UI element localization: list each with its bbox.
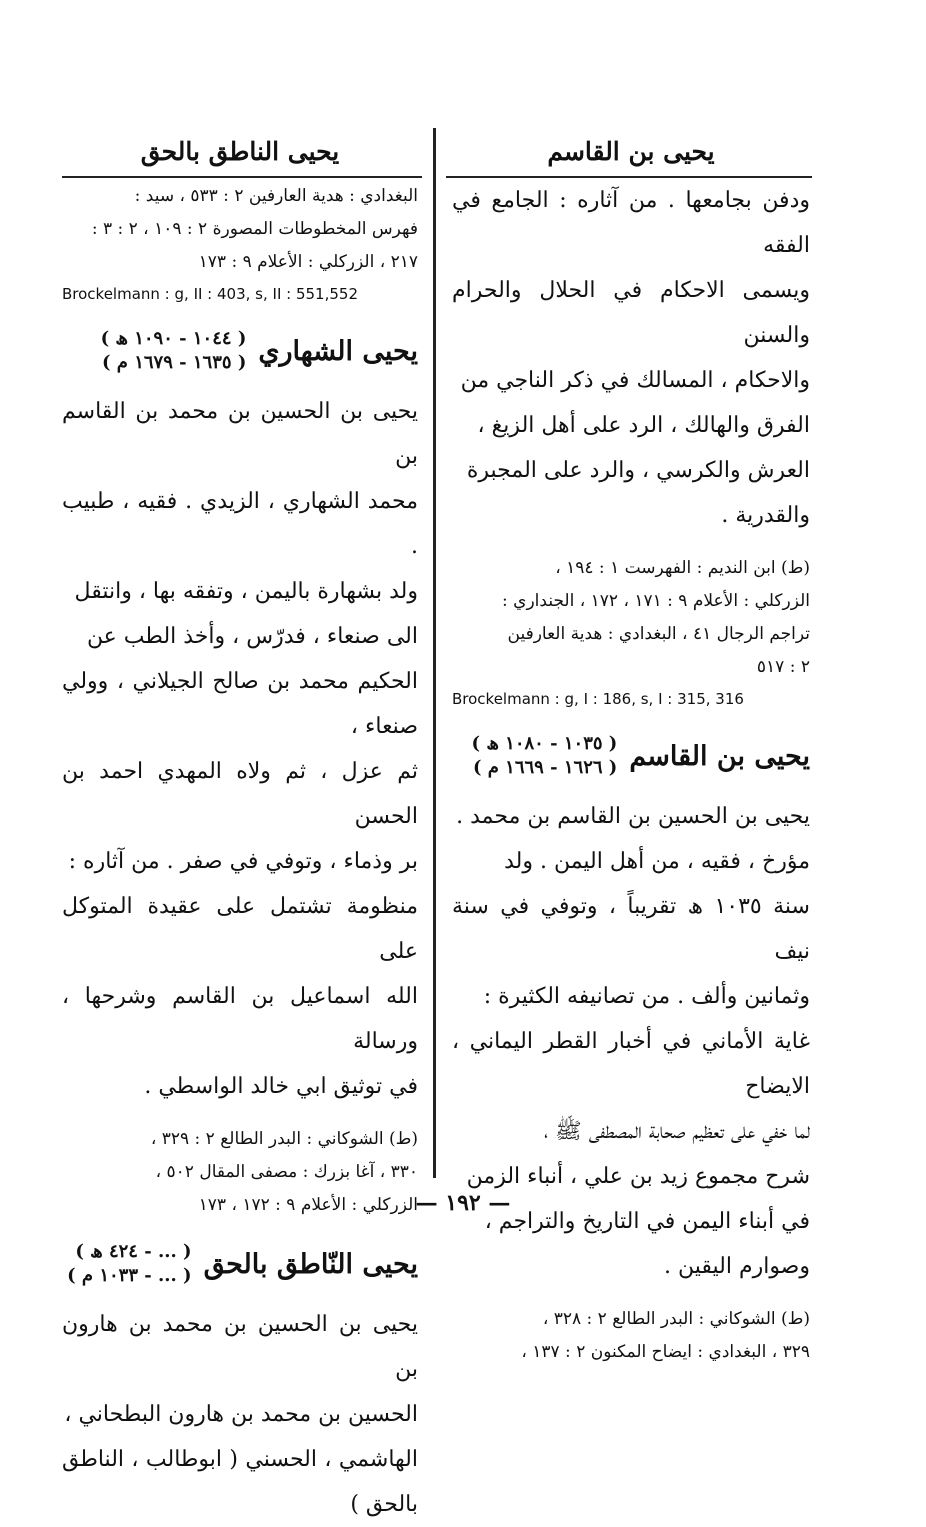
continued-text <box>452 178 810 538</box>
body-line: مؤرخ ، فقيه ، من أهل اليمن . ولد <box>504 849 810 874</box>
body-line: الله اسماعيل بن القاسم وشرحها ، ورسالة <box>62 984 418 1054</box>
ref-line: (ط) الشوكاني : البدر الطالع ٢ : ٣٢٨ ، <box>542 1309 810 1329</box>
entry-body <box>62 1302 418 1527</box>
entry-dates <box>67 1240 191 1288</box>
body-line: العرش والكرسي ، والرد على المجبرة <box>466 458 810 483</box>
body-line: الفرق والهالك ، الرد على أهل الزيغ ، <box>477 413 810 438</box>
dates-hijri: ( ١٠٤٤ - ١٠٩٠ ھ ) <box>100 328 247 349</box>
body-line: منظومة تشتمل على عقيدة المتوكل على <box>62 894 418 964</box>
ref-line: ٣٣٠ ، آغا بزرك : مصفى المقال ٥٠٢ ، <box>155 1162 418 1182</box>
ref-line: (ط) الشوكاني : البدر الطالع ٢ : ٣٢٩ ، <box>150 1129 418 1149</box>
dates-hijri: ( ١٠٣٥ - ١٠٨٠ ھ ) <box>471 733 618 754</box>
left-ref-line: فهرس المخطوطات المصورة ٢ : ١٠٩ ، ٢ : ٣ : <box>91 219 418 239</box>
body-line: ودفن بجامعها . من آثاره : الجامع في الفقه <box>452 188 810 258</box>
dates-gregorian: ( ١٦٣٥ - ١٦٧٩ م ) <box>101 352 247 373</box>
left-header-rule <box>62 176 422 178</box>
dates-hijri: ( ... - ٤٢٤ ھ ) <box>75 1241 192 1262</box>
page-number: — ١٩٢ — <box>415 1190 511 1216</box>
body-line: الحكيم محمد بن صالح الجيلاني ، وولي صنعاء ، <box>62 669 418 739</box>
body-line: شرح مجموع زيد بن علي ، أنباء الزمن <box>466 1164 810 1189</box>
ref-line: (ط) ابن النديم : الفهرست ١ : ١٩٤ ، <box>555 558 810 578</box>
body-line: الحسين بن محمد بن هارون البطحاني ، <box>64 1402 418 1427</box>
body-line: الهاشمي ، الحسني ( ابوطالب ، الناطق بالحق ) <box>62 1447 418 1517</box>
left-brockelmann-ref: Brockelmann : g, II : 403, s, II : 551,552 <box>62 285 358 303</box>
entry-refs <box>452 552 810 684</box>
ref-line: ٢ : ٥١٧ <box>756 657 810 677</box>
right-brockelmann-ref: Brockelmann : g, I : 186, s, I : 315, 316 <box>452 690 744 708</box>
left-ref-line: ٢١٧ ، الزركلي : الأعلام ٩ : ١٧٣ <box>198 252 418 272</box>
right-column-title: يحيى بن القاسم <box>547 137 715 166</box>
body-line: ثم عزل ، ثم ولاه المهدي احمد بن الحسن <box>62 759 418 829</box>
entry-dates <box>472 732 618 780</box>
entry-heading-ibn-alqasim <box>452 732 810 780</box>
body-line: ويسمى الاحكام في الحلال والحرام والسنن <box>452 278 810 348</box>
entry-name: يحيى الشهاري <box>258 335 418 367</box>
left-ref-line: البغدادي : هدية العارفين ٢ : ٥٣٣ ، سيد : <box>134 186 418 206</box>
column-divider <box>433 128 436 1178</box>
body-line: والقدرية . <box>721 503 810 528</box>
entry-name: يحيى بن القاسم <box>629 740 810 772</box>
dates-gregorian: ( ١٦٢٦ - ١٦٦٩ م ) <box>472 757 618 778</box>
body-line: غاية الأماني في أخبار القطر اليماني ، الايضاح <box>452 1029 810 1099</box>
body-line: والاحكام ، المسالك في ذكر الناجي من <box>460 368 810 393</box>
body-line: الى صنعاء ، فدرّس ، وأخذ الطب عن <box>86 624 418 649</box>
entry-heading-natiq <box>62 1240 418 1288</box>
ref-line: الزركلي : الأعلام ٩ : ١٧٢ ، ١٧٣ <box>198 1195 418 1215</box>
entry-heading-shahari <box>62 327 418 375</box>
body-line: وصوارم اليقين . <box>664 1254 810 1279</box>
body-line: يحيى بن الحسين بن محمد بن هارون بن <box>62 1312 418 1382</box>
left-column-title: يحيى الناطق بالحق <box>140 137 340 166</box>
entry-name: يحيى النّاطق بالحق <box>203 1248 418 1280</box>
body-line: يحيى بن الحسين بن محمد بن القاسم بن <box>62 399 418 469</box>
body-line: وثمانين وألف . من تصانيفه الكثيرة : <box>483 984 810 1009</box>
dates-gregorian: ( ... - ١٠٣٣ م ) <box>67 1265 192 1286</box>
body-line: في توثيق ابي خالد الواسطي . <box>144 1074 418 1099</box>
entry-dates <box>101 327 247 375</box>
body-line: ولد بشهارة باليمن ، وتفقه بها ، وانتقل <box>74 579 418 604</box>
body-line: لما خفي على تعظيم صحابة المصطفى ﷺ ، <box>543 1119 810 1144</box>
body-line: في أبناء اليمن في التاريخ والتراجم ، <box>484 1209 810 1234</box>
ref-line: تراجم الرجال ٤١ ، البغدادي : هدية العارفين <box>507 624 810 644</box>
ref-line: الزركلي : الأعلام ٩ : ١٧١ ، ١٧٢ ، الجنداري : <box>502 591 810 611</box>
left-column <box>62 180 418 1527</box>
entry-body <box>62 389 418 1109</box>
body-line: سنة ١٠٣٥ ھ تقريباً ، وتوفي في سنة نيف <box>452 894 810 964</box>
entry-refs <box>452 1303 810 1369</box>
body-line: بر وذماء ، وتوفي في صفر . من آثاره : <box>68 849 418 874</box>
body-line: محمد الشهاري ، الزيدي . فقيه ، طبيب . <box>62 489 418 559</box>
body-line: يحيى بن الحسين بن القاسم بن محمد . <box>456 804 810 829</box>
ref-line: ٣٢٩ ، البغدادي : ايضاح المكنون ٢ : ١٣٧ ، <box>521 1342 810 1362</box>
